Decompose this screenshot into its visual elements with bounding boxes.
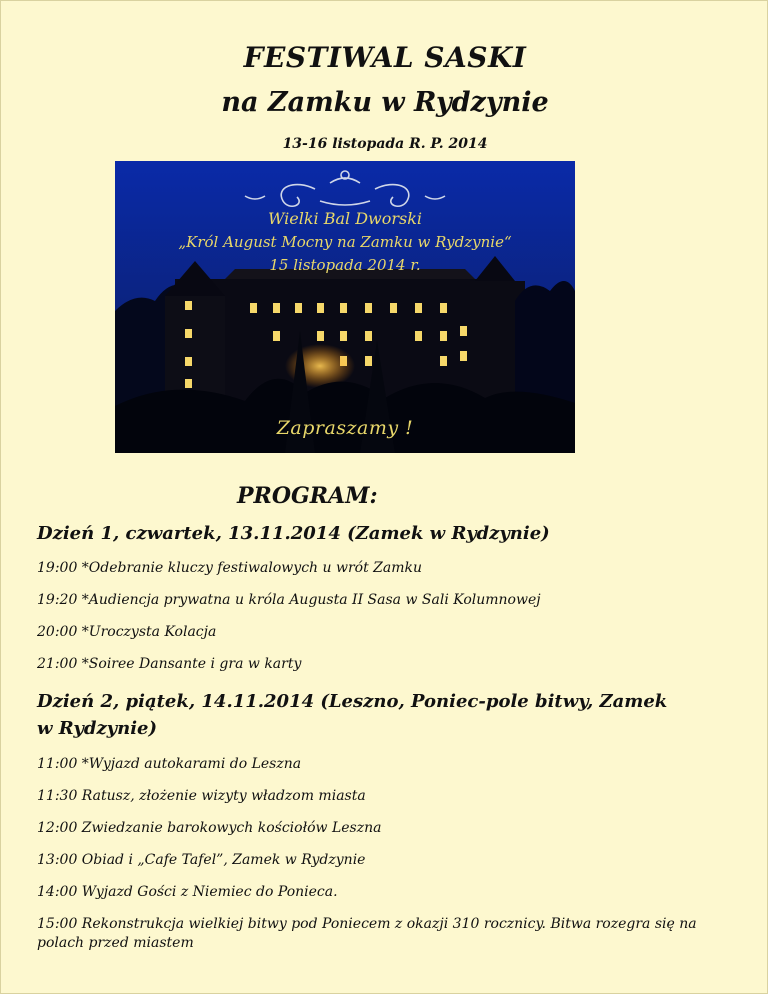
castle-poster-image (115, 161, 575, 453)
day1-item: 19:00 *Odebranie kluczy festiwalowych u wrót Zamku (37, 560, 422, 576)
festival-dates: 13-16 listopada R. P. 2014 (282, 136, 488, 152)
day1-item: 20:00 *Uroczysta Kolacja (37, 624, 217, 640)
day2-item: 11:30 Ratusz, złożenie wizyty władzom miasta (37, 788, 366, 804)
festival-subtitle: na Zamku w Rydzynie (221, 87, 549, 118)
day1-heading: Dzień 1, czwartek, 13.11.2014 (Zamek w Rydzynie) (37, 523, 550, 544)
poster-invite: Zapraszamy ! (276, 417, 414, 439)
day1-item: 19:20 *Audiencja prywatna u króla Augusta II Sasa w Sali Kolumnowej (37, 592, 541, 608)
day2-item: 15:00 Rekonstrukcja wielkiej bitwy pod Poniecem z okazji 310 rocznicy. Bitwa rozegra się na polach przed miastem (37, 916, 697, 951)
day2-item: 13:00 Obiad i „Cafe Tafel”, Zamek w Rydzynie (37, 852, 366, 868)
poster-ball-title: Wielki Bal Dworski (267, 209, 423, 228)
poster-ball-date: 15 listopada 2014 r. (269, 256, 421, 274)
program-heading: PROGRAM: (237, 483, 378, 509)
day2-item: 11:00 *Wyjazd autokarami do Leszna (37, 756, 302, 772)
day2-item: 14:00 Wyjazd Gości z Niemiec do Ponieca. (37, 884, 338, 900)
poster-ball-subtitle: „Król August Mocny na Zamku w Rydzynie“ (178, 233, 512, 251)
day2-heading: Dzień 2, piątek, 14.11.2014 (Leszno, Poniec-pole bitwy, Zamek w Rydzynie) (37, 691, 668, 739)
day2-item: 12:00 Zwiedzanie barokowych kościołów Leszna (37, 820, 382, 836)
festival-title: FESTIWAL SASKI (243, 41, 527, 74)
day1-item: 21:00 *Soiree Dansante i gra w karty (37, 656, 302, 672)
